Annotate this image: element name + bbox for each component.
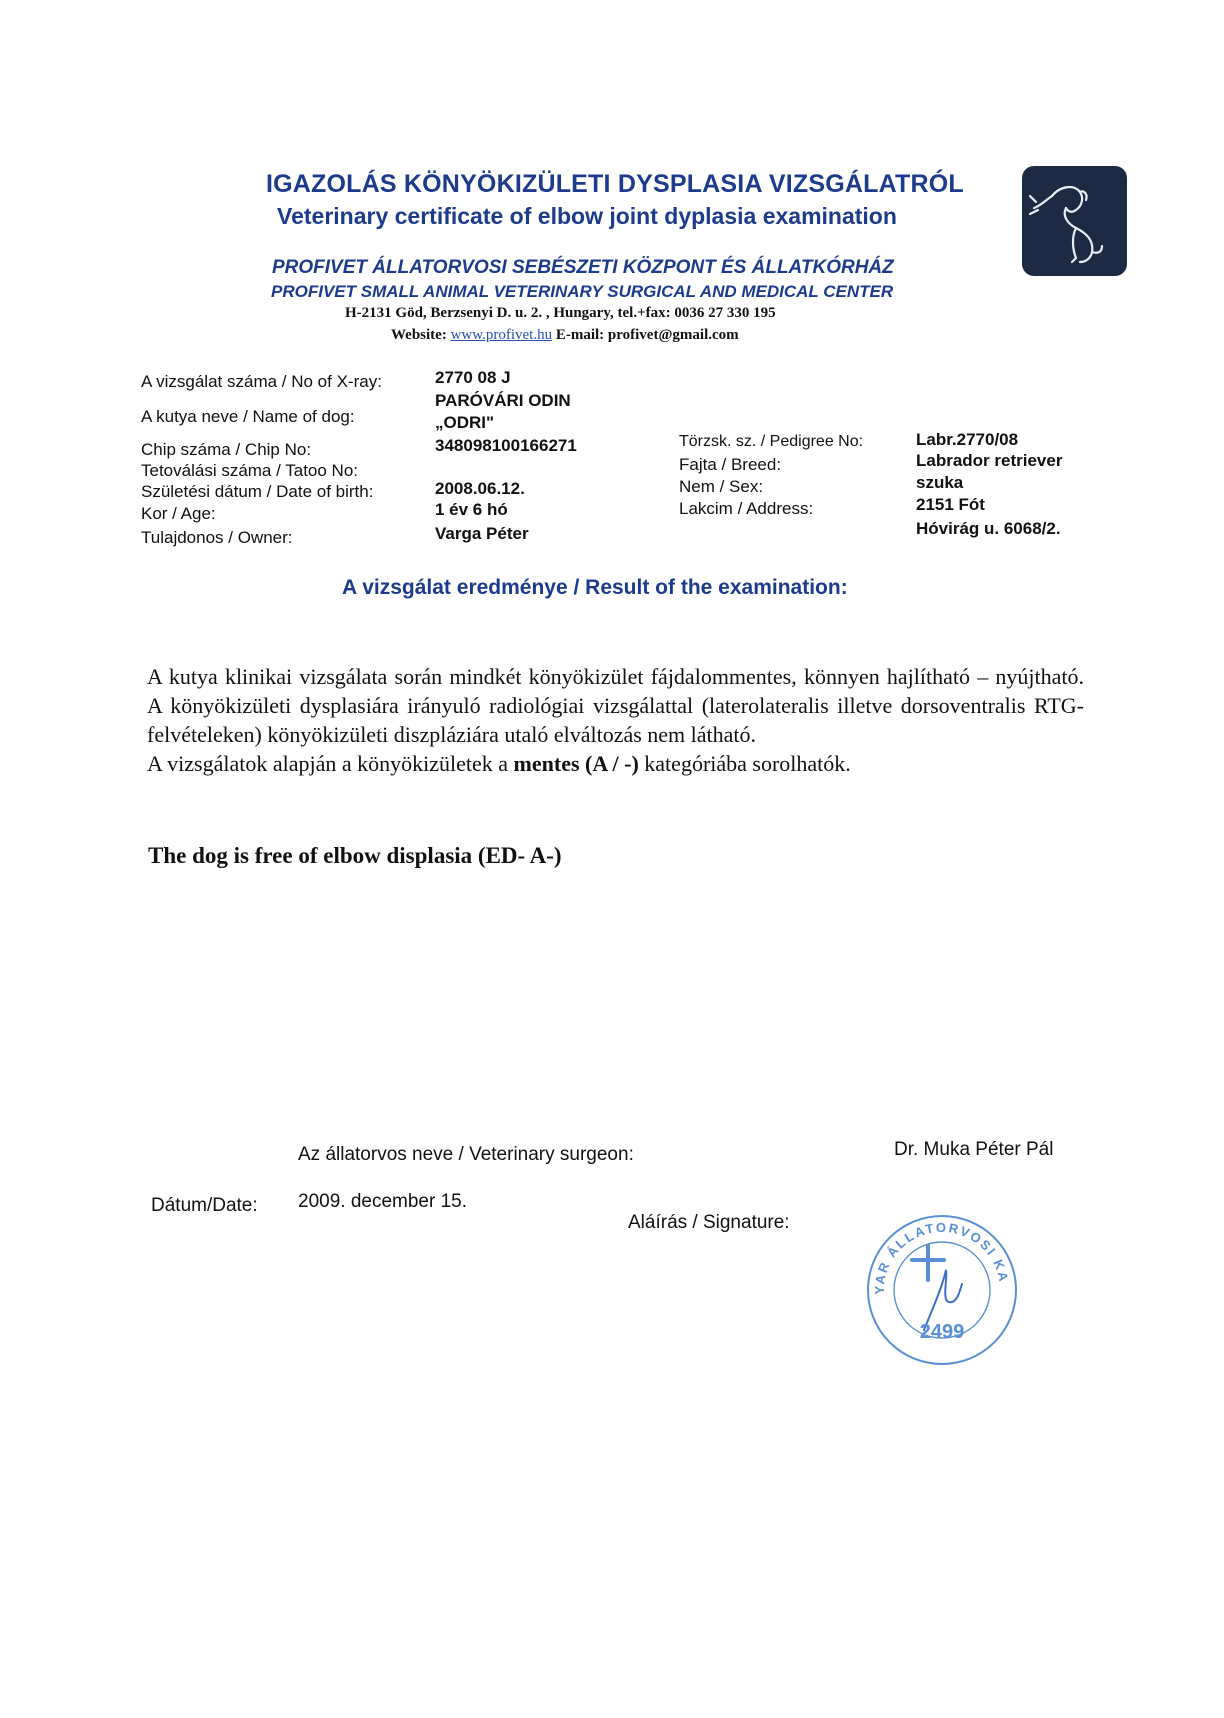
date-value: 2009. december 15.: [298, 1191, 468, 1212]
stamp-graphic: [862, 1210, 1022, 1370]
owner-value: Varga Péter: [435, 524, 529, 543]
breed-label: Fajta / Breed:: [679, 455, 782, 474]
chip-number-label: Chip száma / Chip No:: [141, 440, 312, 459]
age-value: 1 év 6 hó: [435, 500, 508, 519]
signature-label: Aláírás / Signature:: [628, 1212, 790, 1233]
organization-name-hu: PROFIVET ÁLLATORVOSI SEBÉSZETI KÖZPONT ÉS ÁLLATKÓRHÁZ: [272, 257, 894, 278]
pedigree-number-value: Labr.2770/08: [916, 430, 1019, 449]
result-text: [147, 662, 1084, 778]
organization-name-en: PROFIVET SMALL ANIMAL VETERINARY SURGICAL AND MEDICAL CENTER: [271, 282, 894, 301]
result-paragraph-2-suffix: kategóriába sorolhatók.: [638, 751, 851, 776]
surgeon-label: Az állatorvos neve / Veterinary surgeon:: [298, 1144, 634, 1165]
official-stamp: [862, 1210, 1022, 1370]
result-paragraph-1: A kutya klinikai vizsgálata során mindkét könyökizület fájdalommentes, könnyen hajlítható – nyújtható. A könyökizületi dysplasiára irányuló radiológiai vizsgálattal (laterolateralis illetve dorsoventralis RTG-felvételeken) könyökizületi diszpláziára utaló elváltozás nem látható.: [147, 664, 1084, 747]
birth-date-value: 2008.06.12.: [435, 479, 525, 498]
certificate-title-en: Veterinary certificate of elbow joint dyplasia examination: [277, 203, 897, 229]
xray-number-value: 2770 08 J: [435, 368, 511, 387]
dog-logo-icon: [1022, 166, 1127, 276]
result-paragraph-2-prefix: A vizsgálatok alapján a könyökizületek a: [147, 751, 514, 776]
address-label: Lakcim / Address:: [679, 499, 814, 518]
tattoo-number-label: Tetoválási száma / Tatoo No:: [141, 461, 359, 480]
contact-line: [391, 327, 739, 344]
age-label: Kor / Age:: [141, 504, 216, 523]
result-category: mentes (A / -): [513, 751, 639, 776]
website-link[interactable]: www.profivet.hu: [450, 327, 553, 343]
sex-value: szuka: [916, 473, 964, 492]
chip-number-value: 348098100166271: [435, 436, 577, 455]
email-text: E-mail: profivet@gmail.com: [555, 327, 739, 343]
dog-logo-graphic: [1022, 166, 1127, 276]
result-paragraph-2: [147, 749, 1084, 778]
address-value-line1: 2151 Fót: [916, 495, 985, 514]
organization-address: H-2131 Göd, Berzsenyi D. u. 2. , Hungary, tel.+fax: 0036 27 330 195: [345, 305, 776, 321]
result-title: A vizsgálat eredménye / Result of the examination:: [342, 576, 848, 599]
dog-nickname-value: „ODRI": [435, 413, 495, 432]
stamp-number: 2499: [919, 1321, 965, 1343]
stamp-arc-text: YAR ÁLLATORVOSI KA: [871, 1219, 1012, 1295]
breed-value: Labrador retriever: [916, 451, 1063, 470]
result-conclusion: The dog is free of elbow displasia (ED- A-): [148, 843, 562, 868]
certificate-title-hu: IGAZOLÁS KÖNYÖKIZÜLETI DYSPLASIA VIZSGÁLATRÓL: [266, 170, 964, 198]
address-value-line2: Hóvirág u. 6068/2.: [916, 519, 1061, 538]
surgeon-name: Dr. Muka Péter Pál: [894, 1139, 1054, 1160]
website-label: Website:: [391, 327, 447, 343]
xray-number-label: A vizsgálat száma / No of X-ray:: [141, 372, 382, 391]
dog-name-value: PARÓVÁRI ODIN: [435, 391, 571, 410]
owner-label: Tulajdonos / Owner:: [141, 528, 293, 547]
dog-name-label: A kutya neve / Name of dog:: [141, 407, 355, 426]
birth-date-label: Születési dátum / Date of birth:: [141, 482, 374, 501]
pedigree-number-label: Törzsk. sz. / Pedigree No:: [679, 433, 864, 450]
sex-label: Nem / Sex:: [679, 477, 764, 496]
date-label: Dátum/Date:: [151, 1195, 258, 1216]
